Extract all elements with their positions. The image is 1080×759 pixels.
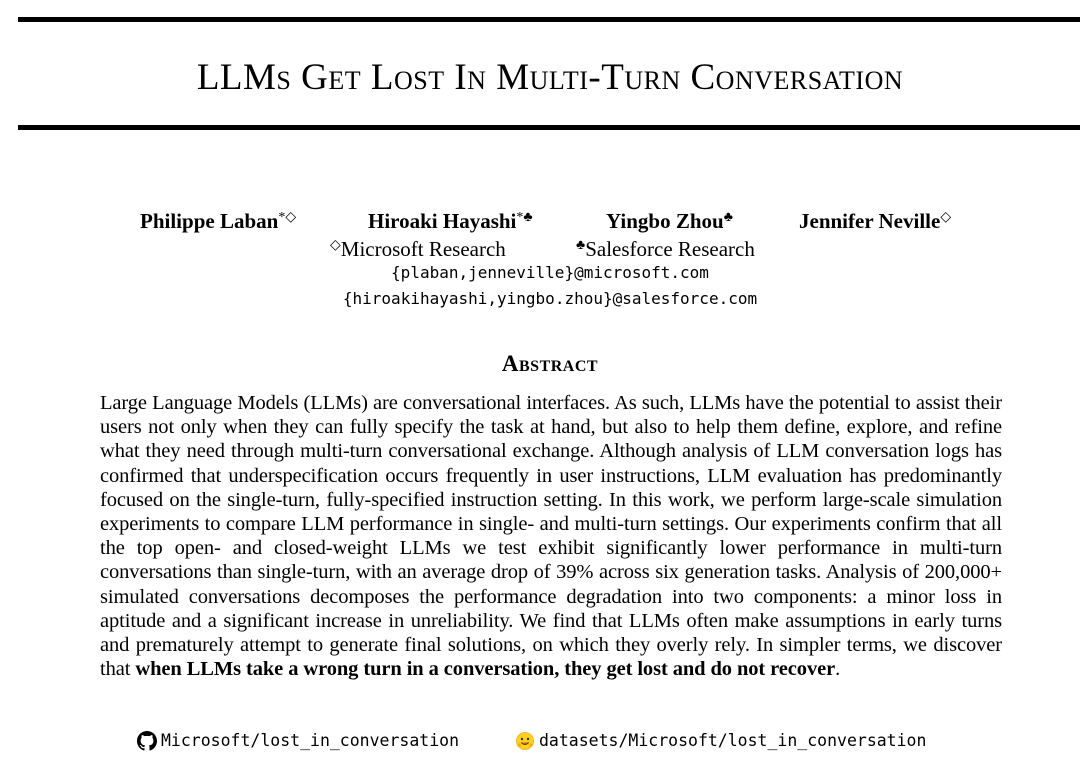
abstract-heading: Abstract — [501, 351, 599, 376]
affiliation-name: Microsoft Research — [340, 237, 506, 261]
huggingface-icon — [515, 731, 535, 751]
affiliation-name: Salesforce Research — [585, 237, 755, 261]
author-jennifer-neville — [799, 207, 951, 235]
email-salesforce: {hiroakihayashi,yingbo.zhou}@salesforce.com — [342, 289, 758, 308]
author-marks: *♣ — [516, 210, 533, 225]
author-name: Hiroaki Hayashi — [368, 209, 517, 233]
author-philippe-laban — [140, 207, 296, 235]
resource-links — [0, 728, 1080, 754]
author-name: Yingbo Zhou — [606, 209, 724, 233]
github-icon — [137, 731, 157, 751]
affiliation-mark: ♣ — [576, 238, 586, 253]
abstract-text: Large Language Models (LLMs) are conversational interfaces. As such, LLMs have the potential to assist their users not only when they can fully specify the task at hand, but also to help them define, explore, and refine what they need through multi-turn conversational exchange. Although analysis of LLM conversation logs has confirmed that underspecification occurs frequently in user instructions, LLM evaluation has predominantly focused on the single-turn, fully-specified instruction setting. In this work, we perform large-scale simulation experiments to compare LLM performance in single- and multi-turn settings. Our experiments confirm that all the top open- and closed-weight LLMs we test exhibit significantly lower performance in multi-turn conversations than single-turn, with an average drop of 39% across six generation tasks. Analysis of 200,000+ simulated conversations decomposes the performance degradation into two components: a minor loss in aptitude and a significant increase in unreliability. We find that LLMs often make assumptions in early turns and prematurely attempt to generate final solutions, on which they overly rely. In simpler terms, we discover that — [100, 392, 1002, 681]
bottom-rule — [18, 125, 1080, 130]
affiliation-mark: ◇ — [330, 238, 341, 253]
author-name: Jennifer Neville — [799, 209, 941, 233]
huggingface-link-text: datasets/Microsoft/lost_in_conversation — [539, 731, 927, 750]
github-link-text: Microsoft/lost_in_conversation — [161, 731, 460, 750]
abstract-body — [100, 391, 1002, 681]
author-yingbo-zhou — [606, 207, 733, 235]
abstract-emphasis: when LLMs take a wrong turn in a conversation, they get lost and do not recover — [135, 658, 836, 681]
author-name: Philippe Laban — [140, 209, 279, 233]
author-marks: *◇ — [278, 210, 297, 225]
top-rule — [18, 17, 1080, 22]
github-link[interactable] — [137, 728, 459, 754]
paper-title: LLMs Get Lost In Multi-Turn Conversation — [196, 57, 904, 98]
affiliation-microsoft — [330, 235, 506, 263]
abstract-end: . — [835, 658, 841, 681]
author-marks: ♣ — [723, 210, 733, 225]
email-microsoft: {plaban,jenneville}@microsoft.com — [391, 263, 709, 282]
author-hiroaki-hayashi — [368, 207, 533, 235]
affiliation-salesforce — [576, 235, 755, 263]
author-marks: ◇ — [940, 210, 952, 225]
huggingface-link[interactable] — [515, 728, 926, 754]
author-list — [0, 207, 1080, 235]
affiliation-list — [0, 235, 1080, 263]
